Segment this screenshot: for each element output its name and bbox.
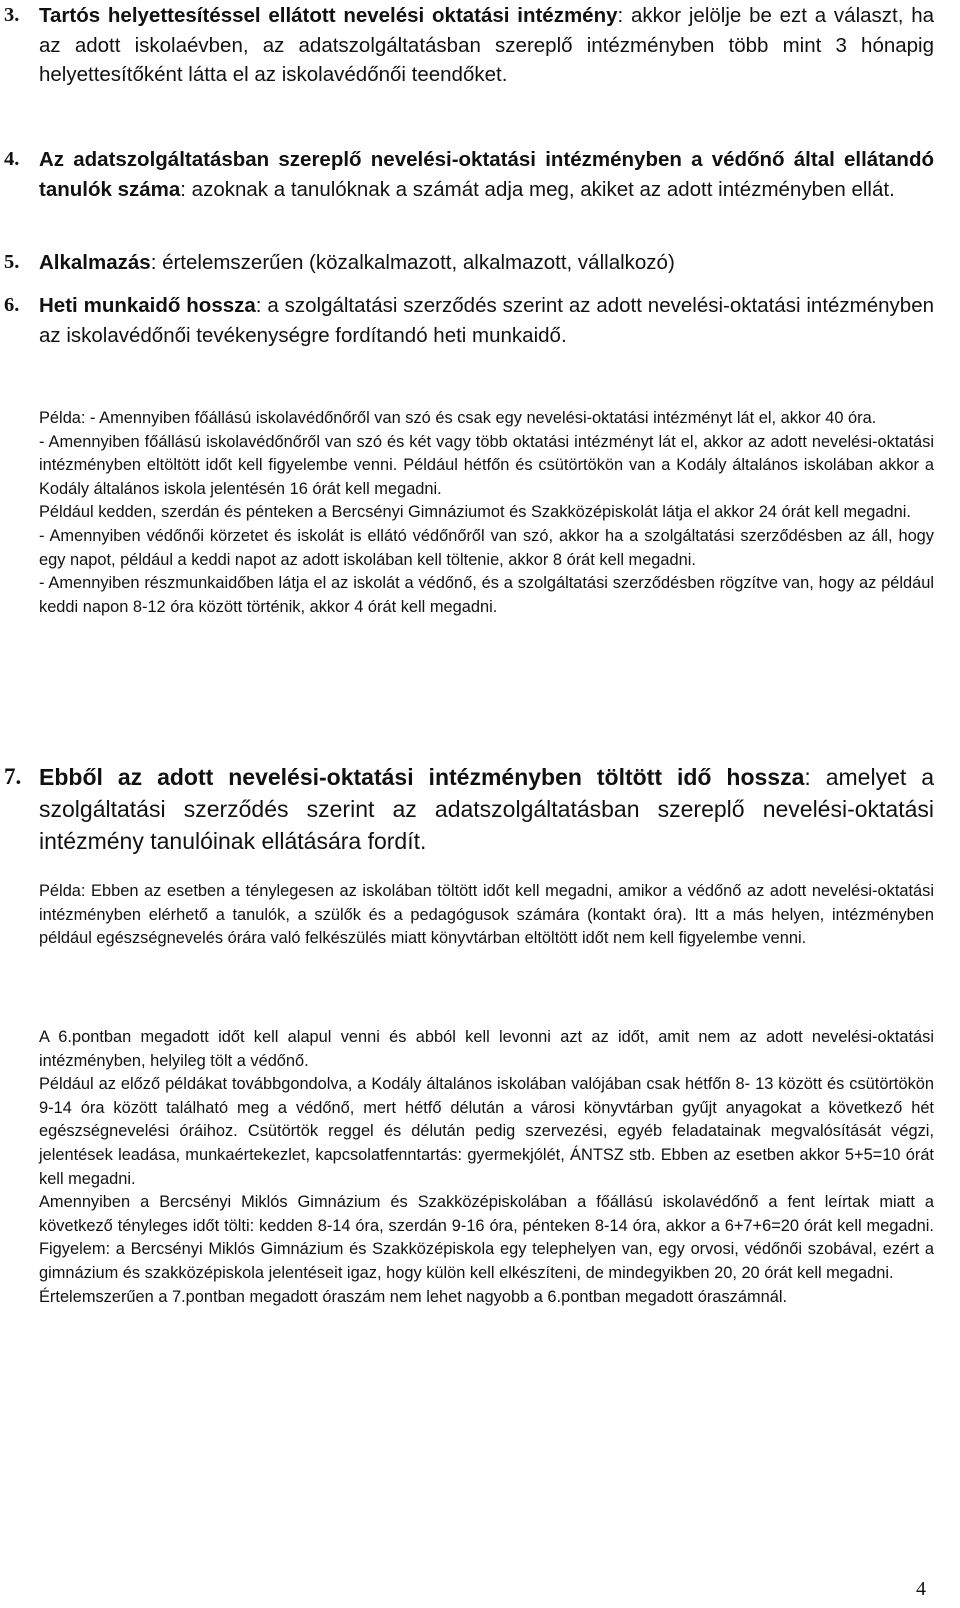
example-6-line-4: - Amennyiben védőnői körzetet és iskolát is ellátó védőnőről van szó, akkor ha a szolgáltatási szerződésben az áll, hogy egy napot, például a keddi napot az adott iskolában kell töltenie, akkor 8 órát kell megadni. <box>39 526 934 569</box>
item-4-text: : azoknak a tanulóknak a számát adja meg, akiket az adott intézményben ellát. <box>180 177 895 201</box>
item-3-title: Tartós helyettesítéssel ellátott nevelési oktatási intézmény <box>39 4 618 27</box>
item-7-title: Ebből az adott nevelési-oktatási intézményben töltött idő hossza <box>39 764 805 790</box>
item-6-title: Heti munkaidő hossza <box>39 294 256 317</box>
example-7-detail-4: Értelemszerűen a 7.pontban megadott óraszám nem lehet nagyobb a 6.pontban megadott óraszámnál. <box>39 1287 788 1306</box>
item-number-4: 4. <box>4 148 20 170</box>
example-7-text: Példa: Ebben az esetben a ténylegesen az iskolában töltött időt kell megadni, amikor a védőnő az adott nevelési-oktatási intézményben elérhető a tanulók, a szülők és a pedagógusok számára (kontakt óra). Itt a más helyen, intézményben például egészségnevelés órára való felkészülés miatt könyvtárban eltöltött időt nem kell figyelembe venni. <box>39 882 934 948</box>
item-number-6: 6. <box>4 294 20 316</box>
item-6-text: : a szolgáltatási szerződés szerint az adott nevelési-oktatási intézményben az iskolavédőnői tevékenységre fordítandó heti munkaidő. <box>39 294 934 347</box>
example-7-detail-2: Például az előző példákat továbbgondolva, a Kodály általános iskolában valójában csak hétfőn 8- 13 között és csütörtökön 9-14 óra között található meg a védőnő, mert hétfő délután a városi könyvtárban gyűjt anyagokat a következő hét egészségnevelési óráihoz. Csütörtök reggel és délután pedig szervezési, egyéb feladatainak megvalósítását végzi, jelentések leadása, munkaértekezlet, kapcsolatfenntartás: gyermekjólét, ÁNTSZ stb. Ebben az esetben akkor 5+5=10 órát kell megadni. <box>39 1075 934 1188</box>
item-3-text: : akkor jelölje be ezt a választ, ha az adott iskolaévben, az adatszolgáltatásban szereplő intézményben több mint 3 hónapig helyettesítőként látta el az iskolavédőnői teendőket. <box>39 4 934 86</box>
item-5-title: Alkalmazás <box>39 251 151 274</box>
item-4-title: Az adatszolgáltatásban szereplő nevelési-oktatási intézményben a védőnő által ellátandó tanulók száma <box>39 148 934 201</box>
example-6-line-1: Példa: - Amennyiben főállású iskolavédőnőről van szó és csak egy nevelési-oktatási intézményt lát el, akkor 40 óra. <box>39 409 877 427</box>
item-7 <box>39 761 934 857</box>
example-6-line-3: Például kedden, szerdán és pénteken a Bercsényi Gimnáziumot és Szakközépiskolát látja el akkor 24 órát kell megadni. <box>39 503 911 522</box>
example-6-line-2: - Amennyiben főállású iskolavédőnőről van szó és két vagy több oktatási intézményt lát el, akkor az adott nevelési-oktatási intézményben eltöltött időt kell figyelembe venni. Például hétfőn és csütörtökön van a Kodály általános iskolában akkor a Kodály általános iskola jelentésén 16 órát kell megadni. <box>39 432 934 498</box>
item-5-text: : értelemszerűen (közalkalmazott, alkalmazott, vállalkozó) <box>150 251 675 274</box>
item-7-text: : amelyet a szolgáltatási szerződés szerint az adatszolgáltatásban szereplő nevelési-oktatási intézmény tanulóinak ellátására fordít. <box>39 764 934 854</box>
item-number-5: 5. <box>4 251 20 273</box>
example-7-details <box>39 1026 934 1309</box>
example-6-line-5: - Amennyiben részmunkaidőben látja el az iskolát a védőnő, és a szolgáltatási szerződésben rögzítve van, hogy az például keddi napon 8-12 óra között történik, akkor 4 órát kell megadni. <box>39 574 934 616</box>
example-7-paragraph <box>39 880 934 951</box>
example-7-detail-1: A 6.pontban megadott időt kell alapul venni és abból kell levonni azt az időt, amit nem az adott nevelési-oktatási intézményben, helyileg tölt a védőnő. <box>39 1028 934 1070</box>
item-3 <box>39 1 934 90</box>
item-6 <box>39 291 934 350</box>
item-4 <box>39 145 934 204</box>
item-number-7: 7. <box>4 764 22 789</box>
example-6-block <box>39 407 934 619</box>
example-7-detail-3: Amennyiben a Bercsényi Miklós Gimnázium és Szakközépiskolában a főállású iskolavédőnő a fent leírtak miatt a következő tényleges időt tölti: kedden 8-14 óra, szerdán 9-16 óra, pénteken 8-14 óra, akkor a 6+7+6=20 órát kell megadni. Figyelem: a Bercsényi Miklós Gimnázium és Szakközépiskola egy telephelyen van, egy orvosi, védőnői szobával, ezért a gimnázium és szakközépiskola jelentéseit igaz, hogy külön kell elkészíteni, de mindegyikben 20, 20 órát kell megadni. <box>39 1193 934 1282</box>
item-5 <box>39 248 934 278</box>
page-number: 4 <box>916 1578 926 1600</box>
item-number-3: 3. <box>4 4 20 26</box>
